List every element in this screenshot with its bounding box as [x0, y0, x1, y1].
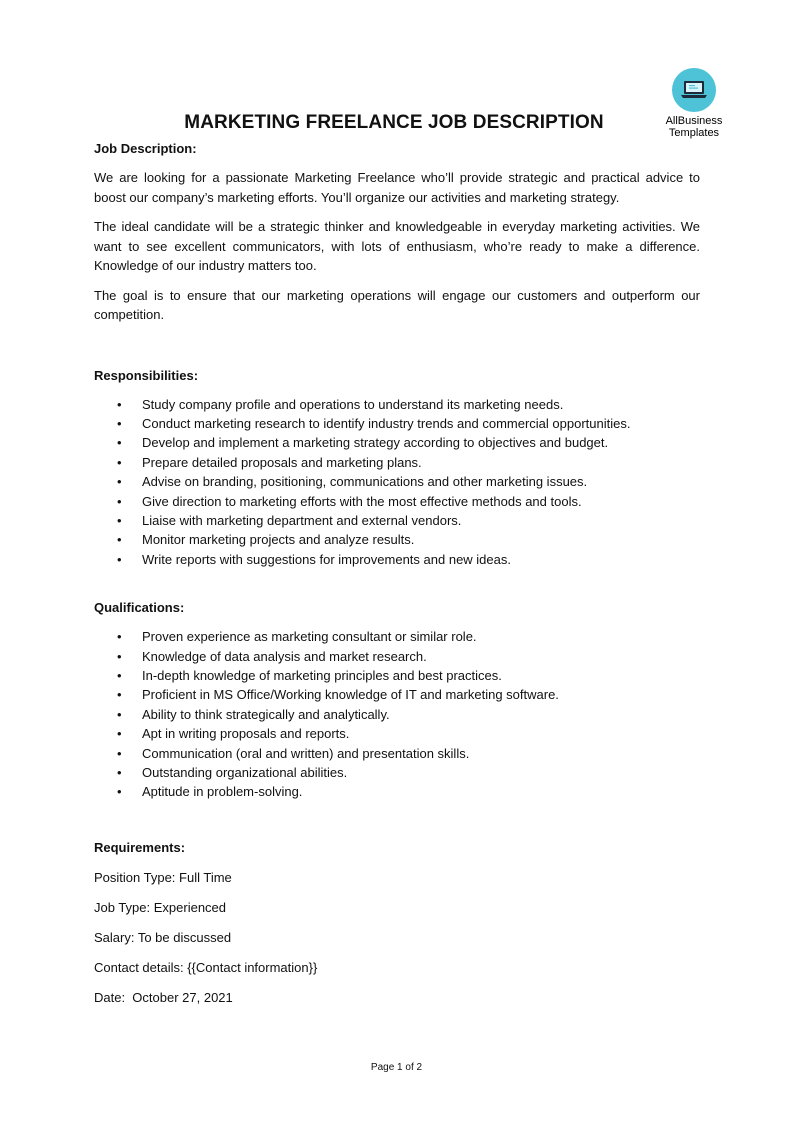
logo-text: AllBusiness Templates — [665, 115, 723, 139]
qualifications-list — [94, 627, 700, 802]
requirements-heading: Requirements: — [94, 839, 186, 855]
list-item: • Give direction to marketing efforts with the most effective methods and tools. — [94, 492, 700, 511]
bullet: • — [117, 435, 122, 451]
bullet: • — [117, 512, 122, 528]
job-description-paragraph: We are looking for a passionate Marketing Freelance who’ll provide strategic and practical advice to boost our company’s marketing efforts. You’ll organize our activities and marketing strategy. — [94, 170, 700, 205]
job-description-paragraph: The goal is to ensure that our marketing operations will engage our customers and outperform our competition. — [94, 287, 700, 322]
list-item: • Outstanding organizational abilities. — [94, 763, 700, 782]
list-item: • Proficient in MS Office/Working knowledge of IT and marketing software. — [94, 685, 700, 704]
job-description-paragraph: The ideal candidate will be a strategic thinker and knowledgeable in everyday marketing activities. We want to see excellent communicators, with lots of enthusiasm, who’re ready to make a difference. Knowledge of our industry matters too. — [94, 219, 700, 273]
list-item: • Ability to think strategically and analytically. — [94, 705, 700, 724]
bullet: • — [117, 706, 122, 722]
page-number: Page 1 of 2 — [370, 1062, 423, 1073]
contact-details: Contact details: {{Contact information}} — [94, 959, 318, 975]
bullet: • — [117, 474, 122, 490]
bullet: • — [117, 726, 122, 742]
position-type: Position Type: Full Time — [94, 869, 232, 885]
job-type: Job Type: Experienced — [94, 899, 227, 915]
list-item: • Communication (oral and written) and presentation skills. — [94, 744, 700, 763]
bullet: • — [117, 532, 122, 548]
bullet: • — [117, 551, 122, 567]
list-item: • Develop and implement a marketing strategy according to objectives and budget. — [94, 433, 700, 452]
responsibilities-heading: Responsibilities: — [94, 367, 199, 383]
list-item: • Write reports with suggestions for improvements and new ideas. — [94, 550, 700, 569]
bullet: • — [117, 493, 122, 509]
bullet: • — [117, 745, 122, 761]
bullet: • — [117, 687, 122, 703]
list-item: • Prepare detailed proposals and marketing plans. — [94, 453, 700, 472]
bullet: • — [117, 454, 122, 470]
bullet: • — [117, 648, 122, 664]
list-item: • Advise on branding, positioning, communications and other marketing issues. — [94, 472, 700, 491]
list-item: • Proven experience as marketing consultant or similar role. — [94, 627, 700, 646]
bullet: • — [117, 784, 122, 800]
page-title: MARKETING FREELANCE JOB DESCRIPTION — [184, 112, 604, 133]
laptop-icon — [672, 68, 716, 112]
list-item: • Conduct marketing research to identify industry trends and commercial opportunities. — [94, 414, 700, 433]
bullet: • — [117, 415, 122, 431]
list-item: • Apt in writing proposals and reports. — [94, 724, 700, 743]
job-description-heading: Job Description: — [94, 141, 197, 156]
list-item: • Monitor marketing projects and analyze results. — [94, 530, 700, 549]
qualifications-heading: Qualifications: — [94, 600, 185, 616]
bullet: • — [117, 765, 122, 780]
responsibilities-list — [94, 395, 700, 570]
list-item: • Knowledge of data analysis and market research. — [94, 647, 700, 666]
list-item: • In-depth knowledge of marketing principles and best practices. — [94, 666, 700, 685]
salary: Salary: To be discussed — [94, 929, 232, 945]
list-item: • Liaise with marketing department and external vendors. — [94, 511, 700, 530]
list-item: • Study company profile and operations to understand its marketing needs. — [94, 395, 700, 414]
bullet: • — [117, 629, 122, 645]
list-item: • Aptitude in problem-solving. — [94, 782, 700, 801]
bullet: • — [117, 667, 122, 683]
document-body — [94, 139, 700, 1007]
date: Date: October 27, 2021 — [94, 989, 233, 1005]
bullet: • — [117, 396, 122, 412]
